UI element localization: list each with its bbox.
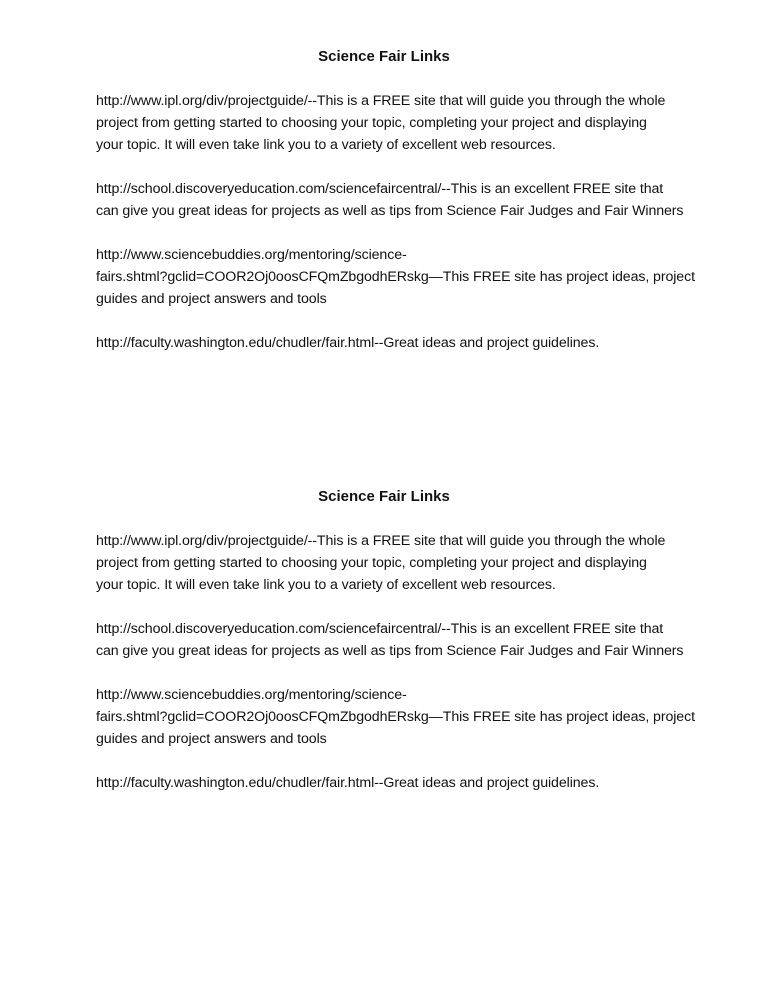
text-line: http://www.ipl.org/div/projectguide/--This is a FREE site that will guide you through the whole bbox=[96, 93, 666, 109]
link-paragraph-sciencebuddies bbox=[96, 684, 736, 750]
text-line: can give you great ideas for projects as well as tips from Science Fair Judges and Fair Winners bbox=[96, 203, 684, 219]
link-paragraph-washington bbox=[96, 772, 736, 794]
links-section-1 bbox=[96, 46, 736, 354]
text-line: http://www.sciencebuddies.org/mentoring/science- bbox=[96, 247, 407, 263]
link-paragraph-washington bbox=[96, 332, 736, 354]
text-line: http://www.sciencebuddies.org/mentoring/science- bbox=[96, 687, 407, 703]
links-section-2 bbox=[96, 486, 736, 794]
text-line: http://school.discoveryeducation.com/sciencefaircentral/--This is an excellent FREE site that bbox=[96, 621, 664, 637]
text-line: project from getting started to choosing your topic, completing your project and displaying bbox=[96, 555, 647, 571]
text-line: http://faculty.washington.edu/chudler/fair.html--Great ideas and project guidelines. bbox=[96, 775, 600, 791]
text-line: your topic. It will even take link you to a variety of excellent web resources. bbox=[96, 577, 556, 593]
text-line: can give you great ideas for projects as well as tips from Science Fair Judges and Fair Winners bbox=[96, 643, 684, 659]
link-paragraph-sciencebuddies bbox=[96, 244, 736, 310]
text-line: fairs.shtml?gclid=COOR2Oj0oosCFQmZbgodhERskg—This FREE site has project ideas, project bbox=[96, 269, 695, 285]
section-title: Science Fair Links bbox=[318, 48, 450, 65]
text-line: fairs.shtml?gclid=COOR2Oj0oosCFQmZbgodhERskg—This FREE site has project ideas, project bbox=[96, 709, 695, 725]
text-line: project from getting started to choosing your topic, completing your project and displaying bbox=[96, 115, 647, 131]
text-line: http://www.ipl.org/div/projectguide/--This is a FREE site that will guide you through the whole bbox=[96, 533, 666, 549]
section-title: Science Fair Links bbox=[318, 488, 450, 505]
text-line: your topic. It will even take link you to a variety of excellent web resources. bbox=[96, 137, 556, 153]
link-paragraph-discovery bbox=[96, 618, 736, 662]
link-paragraph-ipl bbox=[96, 90, 736, 156]
link-paragraph-discovery bbox=[96, 178, 736, 222]
text-line: guides and project answers and tools bbox=[96, 291, 327, 307]
link-paragraph-ipl bbox=[96, 530, 736, 596]
text-line: http://faculty.washington.edu/chudler/fair.html--Great ideas and project guidelines. bbox=[96, 335, 600, 351]
text-line: guides and project answers and tools bbox=[96, 731, 327, 747]
text-line: http://school.discoveryeducation.com/sciencefaircentral/--This is an excellent FREE site that bbox=[96, 181, 664, 197]
